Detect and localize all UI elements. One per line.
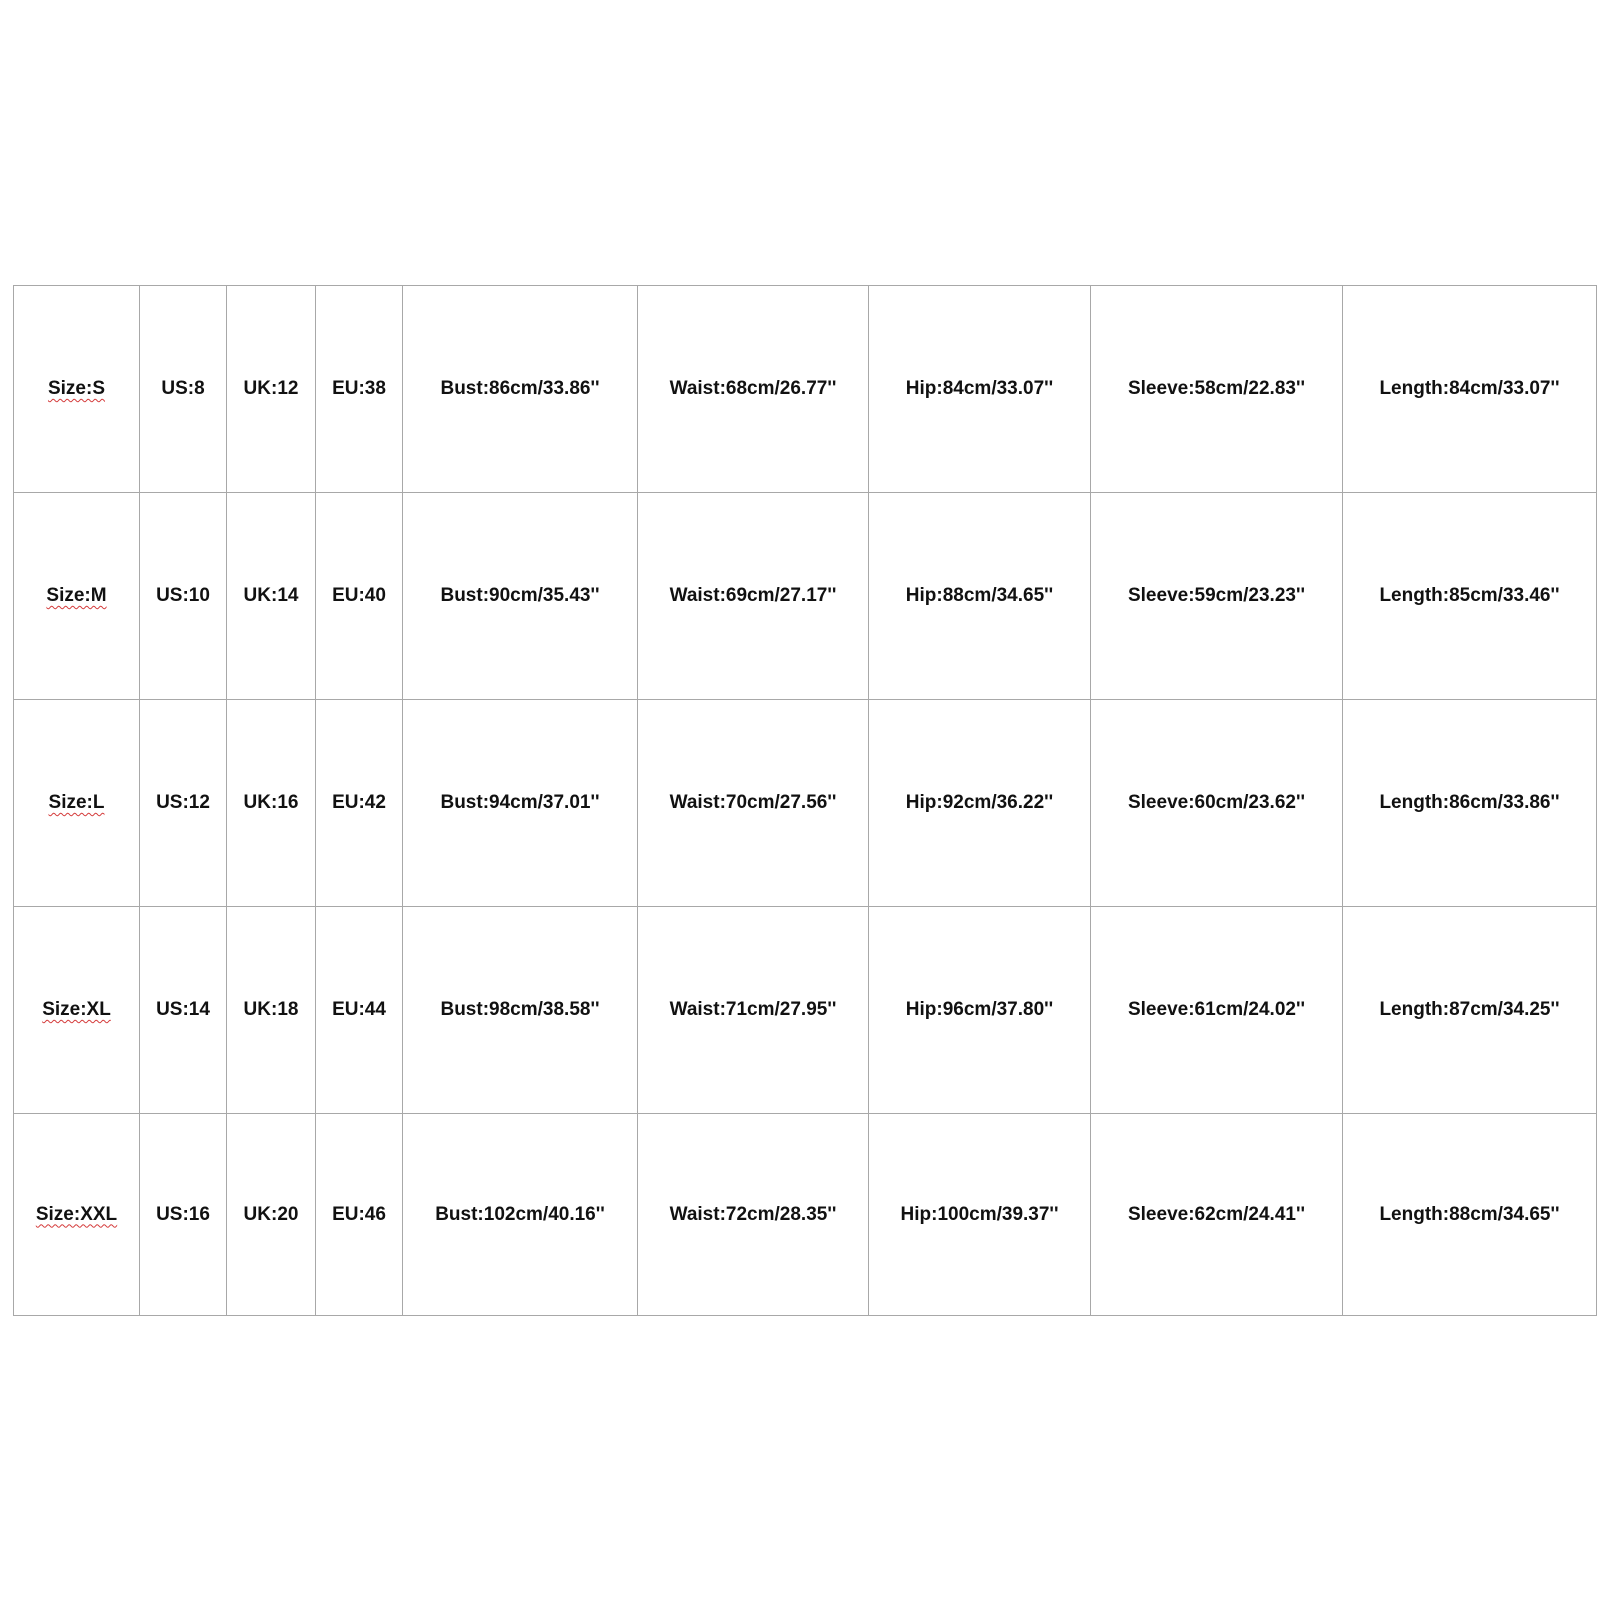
length-cell: Length:88cm/34.65'' xyxy=(1343,1114,1597,1316)
waist-cell: Waist:70cm/27.56'' xyxy=(638,700,869,907)
waist-cell: Waist:68cm/26.77'' xyxy=(638,286,869,493)
size-row-l xyxy=(14,700,1597,907)
sleeve-cell: Sleeve:58cm/22.83'' xyxy=(1091,286,1343,493)
hip-cell: Hip:88cm/34.65'' xyxy=(869,493,1091,700)
size-cell xyxy=(14,700,140,907)
size-row-xl xyxy=(14,907,1597,1114)
us-size-cell: US:8 xyxy=(140,286,227,493)
us-size-cell: US:10 xyxy=(140,493,227,700)
bust-cell: Bust:102cm/40.16'' xyxy=(403,1114,638,1316)
size-row-m xyxy=(14,493,1597,700)
bust-cell: Bust:90cm/35.43'' xyxy=(403,493,638,700)
length-cell: Length:85cm/33.46'' xyxy=(1343,493,1597,700)
us-size-cell: US:16 xyxy=(140,1114,227,1316)
hip-cell: Hip:100cm/39.37'' xyxy=(869,1114,1091,1316)
waist-cell: Waist:71cm/27.95'' xyxy=(638,907,869,1114)
bust-cell: Bust:94cm/37.01'' xyxy=(403,700,638,907)
eu-size-cell: EU:38 xyxy=(316,286,403,493)
size-cell xyxy=(14,907,140,1114)
sleeve-cell: Sleeve:60cm/23.62'' xyxy=(1091,700,1343,907)
waist-cell: Waist:72cm/28.35'' xyxy=(638,1114,869,1316)
sleeve-cell: Sleeve:62cm/24.41'' xyxy=(1091,1114,1343,1316)
uk-size-cell: UK:12 xyxy=(227,286,316,493)
uk-size-cell: UK:14 xyxy=(227,493,316,700)
waist-cell: Waist:69cm/27.17'' xyxy=(638,493,869,700)
size-cell xyxy=(14,1114,140,1316)
hip-cell: Hip:92cm/36.22'' xyxy=(869,700,1091,907)
bust-cell: Bust:86cm/33.86'' xyxy=(403,286,638,493)
eu-size-cell: EU:42 xyxy=(316,700,403,907)
sleeve-cell: Sleeve:59cm/23.23'' xyxy=(1091,493,1343,700)
bust-cell: Bust:98cm/38.58'' xyxy=(403,907,638,1114)
size-row-s xyxy=(14,286,1597,493)
length-cell: Length:84cm/33.07'' xyxy=(1343,286,1597,493)
hip-cell: Hip:96cm/37.80'' xyxy=(869,907,1091,1114)
size-chart-table xyxy=(13,285,1597,1316)
length-cell: Length:87cm/34.25'' xyxy=(1343,907,1597,1114)
length-cell: Length:86cm/33.86'' xyxy=(1343,700,1597,907)
sleeve-cell: Sleeve:61cm/24.02'' xyxy=(1091,907,1343,1114)
size-cell xyxy=(14,286,140,493)
size-label: Size:M xyxy=(46,585,107,606)
size-label: Size:XL xyxy=(42,999,111,1020)
size-label: Size:S xyxy=(47,378,106,399)
eu-size-cell: EU:40 xyxy=(316,493,403,700)
hip-cell: Hip:84cm/33.07'' xyxy=(869,286,1091,493)
us-size-cell: US:14 xyxy=(140,907,227,1114)
size-cell xyxy=(14,493,140,700)
size-row-xxl xyxy=(14,1114,1597,1316)
eu-size-cell: EU:44 xyxy=(316,907,403,1114)
uk-size-cell: UK:18 xyxy=(227,907,316,1114)
uk-size-cell: UK:20 xyxy=(227,1114,316,1316)
uk-size-cell: UK:16 xyxy=(227,700,316,907)
us-size-cell: US:12 xyxy=(140,700,227,907)
eu-size-cell: EU:46 xyxy=(316,1114,403,1316)
size-label: Size:L xyxy=(48,792,105,813)
size-label: Size:XXL xyxy=(35,1203,118,1225)
